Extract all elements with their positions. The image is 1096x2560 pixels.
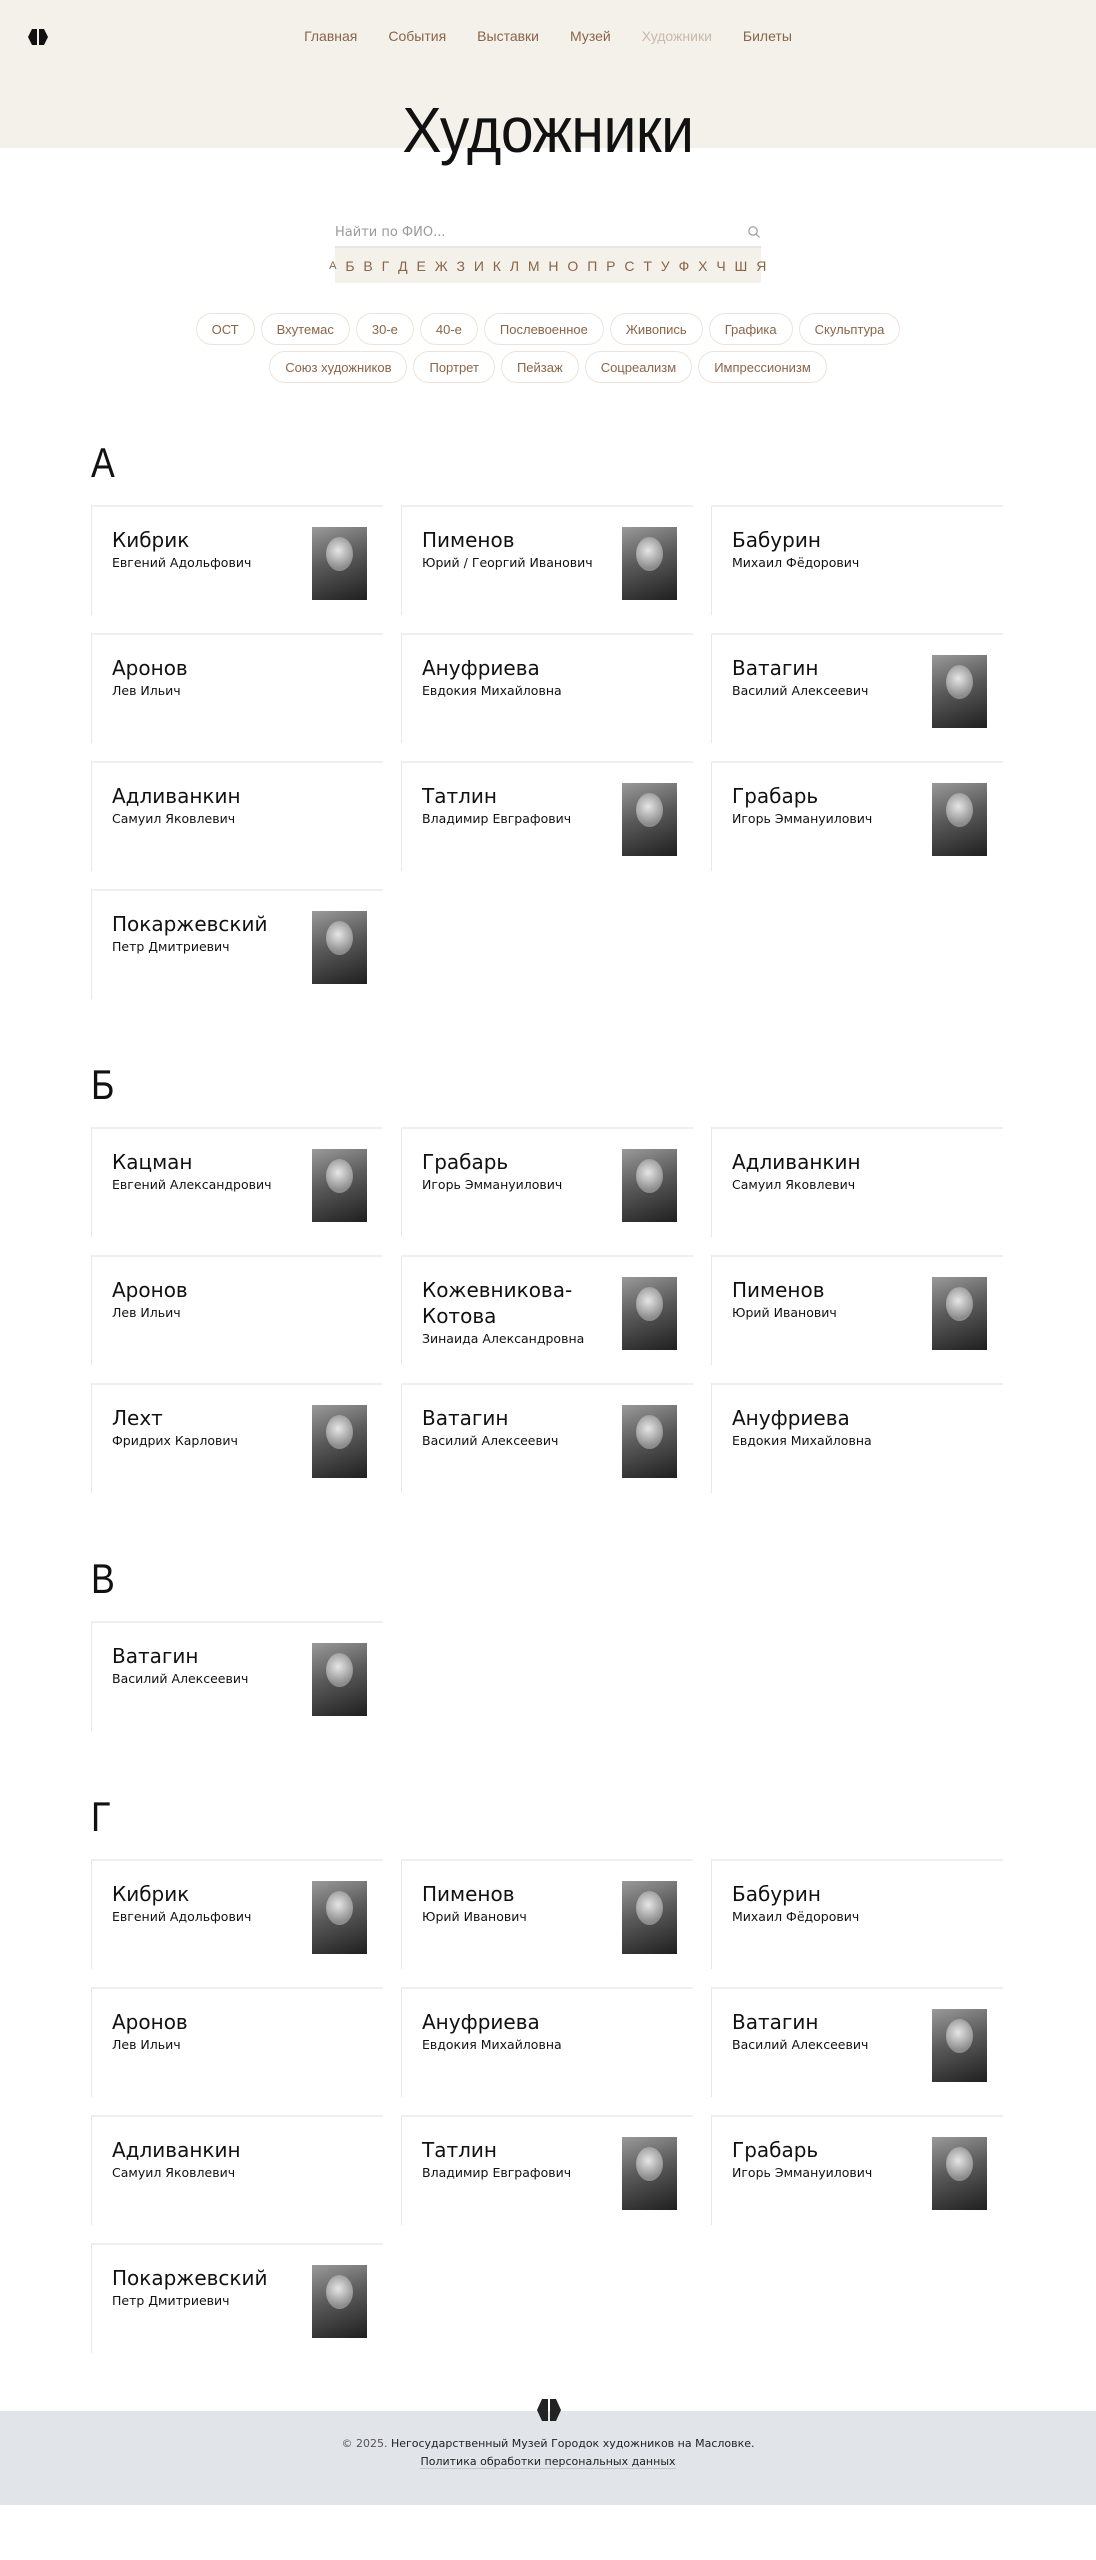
alphabet-letter[interactable]: Я <box>756 257 767 274</box>
filter-chip[interactable]: Вхутемас <box>261 313 350 345</box>
artist-surname: Покаржевский <box>112 2266 268 2290</box>
artist-given-name: Василий Алексеевич <box>422 1433 559 1448</box>
artist-card[interactable] <box>91 1127 383 1237</box>
artist-given-name: Василий Алексеевич <box>732 683 869 698</box>
artist-portrait <box>622 527 677 600</box>
artist-given-name: Фридрих Карлович <box>112 1433 238 1448</box>
artist-grid <box>91 1859 1005 2353</box>
nav-item-museum[interactable]: Музей <box>570 28 611 44</box>
artist-card[interactable] <box>91 889 383 999</box>
artist-given-name: Самуил Яковлевич <box>732 1177 856 1192</box>
artist-surname: Ватагин <box>422 1406 509 1430</box>
alphabet-letter[interactable]: В <box>363 257 374 274</box>
artist-card[interactable] <box>711 1859 1003 1969</box>
artist-card[interactable] <box>91 633 383 743</box>
artist-given-name: Евдокия Михайловна <box>732 1433 872 1448</box>
artist-given-name: Петр Дмитриевич <box>112 939 230 954</box>
artist-portrait <box>622 1277 677 1350</box>
artist-given-name: Игорь Эммануилович <box>732 2165 873 2180</box>
filter-chip[interactable]: 40-е <box>420 313 478 345</box>
artist-card[interactable] <box>91 1383 383 1493</box>
artist-card[interactable] <box>711 505 1003 615</box>
artist-given-name: Михаил Фёдорович <box>732 1909 860 1924</box>
artist-card[interactable] <box>711 2115 1003 2225</box>
artist-given-name: Евдокия Михайловна <box>422 2037 562 2052</box>
artist-given-name: Самуил Яковлевич <box>112 2165 236 2180</box>
alphabet-letter[interactable]: Р <box>606 257 616 274</box>
artist-given-name: Петр Дмитриевич <box>112 2293 230 2308</box>
artist-card[interactable] <box>401 1255 693 1365</box>
letter-section <box>91 435 1005 999</box>
artist-surname: Ануфриева <box>422 656 540 680</box>
section-letter: А <box>91 439 115 486</box>
artist-surname: Ватагин <box>732 2010 819 2034</box>
artist-surname: Лехт <box>112 1406 163 1430</box>
artist-card[interactable] <box>91 1987 383 2097</box>
artist-given-name: Владимир Евграфович <box>422 811 572 826</box>
artist-given-name: Юрий Иванович <box>732 1305 837 1320</box>
artist-portrait <box>932 2137 987 2210</box>
artist-given-name: Василий Алексеевич <box>732 2037 869 2052</box>
artist-portrait <box>932 783 987 856</box>
artist-surname: Кибрик <box>112 1882 190 1906</box>
search-box <box>335 218 761 248</box>
nav-item-exhibitions[interactable]: Выставки <box>477 28 539 44</box>
alphabet-letter[interactable]: У <box>660 257 671 274</box>
artist-surname: Аронов <box>112 2010 188 2034</box>
artist-surname: Ануфриева <box>422 2010 540 2034</box>
artist-surname: Адливанкин <box>112 784 241 808</box>
artist-card[interactable] <box>711 1255 1003 1365</box>
artist-card[interactable] <box>91 2115 383 2225</box>
alphabet-letter[interactable]: Х <box>698 257 708 274</box>
alphabet-letter[interactable]: Г <box>381 257 390 274</box>
artist-surname: Грабарь <box>732 2138 819 2162</box>
section-letter: Г <box>91 1793 111 1840</box>
artist-card[interactable] <box>401 633 693 743</box>
search-input[interactable] <box>335 225 747 240</box>
alphabet-letter[interactable]: И <box>473 257 485 274</box>
artist-grid <box>91 505 1005 999</box>
nav-item-events[interactable]: События <box>388 28 447 44</box>
alphabet-letter[interactable]: Д <box>398 257 409 274</box>
artist-given-name: Владимир Евграфович <box>422 2165 572 2180</box>
artist-portrait <box>622 1149 677 1222</box>
alphabet-letter[interactable]: Ч <box>716 257 727 274</box>
alphabet-letter[interactable]: О <box>567 257 579 274</box>
filter-chip[interactable]: Соцреализм <box>585 351 693 383</box>
artist-card[interactable] <box>711 633 1003 743</box>
artist-card[interactable] <box>401 1127 693 1237</box>
artist-card[interactable] <box>711 1127 1003 1237</box>
alphabet-letter[interactable]: Н <box>548 257 560 274</box>
artist-card[interactable] <box>711 761 1003 871</box>
artist-card[interactable] <box>711 1987 1003 2097</box>
artist-card[interactable] <box>91 2243 383 2353</box>
artist-portrait <box>312 911 367 984</box>
alphabet-letter[interactable]: Б <box>345 257 356 274</box>
artist-portrait <box>312 1405 367 1478</box>
alphabet-letter[interactable]: Е <box>416 257 427 274</box>
main-nav <box>0 28 1096 44</box>
artist-given-name: Игорь Эммануилович <box>732 811 873 826</box>
artists-list <box>91 435 1005 2353</box>
section-letter: Б <box>91 1061 115 1108</box>
artist-card[interactable] <box>401 1859 693 1969</box>
alphabet-letter[interactable]: С <box>624 257 635 274</box>
artist-given-name: Зинаида Александровна <box>422 1331 585 1346</box>
artist-surname: Ватагин <box>112 1644 199 1668</box>
nav-item-artists[interactable]: Художники <box>641 28 712 44</box>
filter-chip[interactable]: Союз художников <box>269 351 407 383</box>
artist-portrait <box>622 783 677 856</box>
site-header <box>0 0 1096 166</box>
artist-surname: Грабарь <box>422 1150 509 1174</box>
alphabet-letter[interactable]: М <box>527 257 541 274</box>
artist-portrait <box>312 527 367 600</box>
artist-surname: Покаржевский <box>112 912 268 936</box>
artist-given-name: Василий Алексеевич <box>112 1671 249 1686</box>
artist-portrait <box>622 2137 677 2210</box>
alphabet-letter[interactable]: Л <box>509 257 520 274</box>
artist-portrait <box>312 1881 367 1954</box>
artist-given-name: Лев Ильич <box>112 1305 181 1320</box>
artist-given-name: Самуил Яковлевич <box>112 811 236 826</box>
artist-surname: Татлин <box>422 784 497 808</box>
filter-chips <box>168 313 928 383</box>
artist-card[interactable] <box>401 761 693 871</box>
artist-surname: Кацман <box>112 1150 193 1174</box>
artist-portrait <box>312 2265 367 2338</box>
artist-portrait <box>932 2009 987 2082</box>
artist-portrait <box>312 1149 367 1222</box>
alphabet-letter[interactable]: Ш <box>734 257 748 274</box>
search-icon[interactable] <box>747 225 761 239</box>
artist-given-name: Лев Ильич <box>112 683 181 698</box>
artist-grid <box>91 1621 1005 1731</box>
artist-surname: Кибрик <box>112 528 190 552</box>
alphabet-letter[interactable]: А <box>329 259 337 272</box>
artist-surname: Кожевникова-Котова <box>422 1278 573 1328</box>
filter-chip[interactable]: Живопись <box>610 313 703 345</box>
artist-surname: Адливанкин <box>112 2138 241 2162</box>
alphabet-letter[interactable]: П <box>587 257 598 274</box>
alphabet-letter[interactable]: Т <box>643 257 653 274</box>
filter-chip[interactable]: Послевоенное <box>484 313 604 345</box>
letter-section <box>91 1057 1005 1493</box>
artist-given-name: Евгений Адольфович <box>112 1909 252 1924</box>
artist-portrait <box>622 1881 677 1954</box>
artist-given-name: Михаил Фёдорович <box>732 555 860 570</box>
copyright-text: Негосударственный Музей Городок художников на Масловке. <box>390 2437 755 2450</box>
artist-card[interactable] <box>91 505 383 615</box>
artist-portrait <box>932 655 987 728</box>
letter-section <box>91 1789 1005 2353</box>
artist-surname: Пименов <box>732 1278 825 1302</box>
letter-section <box>91 1551 1005 1731</box>
alphabet-bar <box>329 248 767 283</box>
artist-card[interactable] <box>91 1621 383 1731</box>
filter-chip[interactable]: Графика <box>709 313 793 345</box>
artist-given-name: Евгений Адольфович <box>112 555 252 570</box>
alphabet-letter[interactable]: К <box>492 257 502 274</box>
artist-given-name: Юрий / Георгий Иванович <box>422 555 593 570</box>
artist-given-name: Евгений Александрович <box>112 1177 272 1192</box>
artist-portrait <box>312 1643 367 1716</box>
filter-chip[interactable]: Скульптура <box>799 313 901 345</box>
artist-surname: Ватагин <box>732 656 819 680</box>
artist-surname: Адливанкин <box>732 1150 861 1174</box>
artist-card[interactable] <box>711 1383 1003 1493</box>
alphabet-letter[interactable]: Ж <box>434 257 449 274</box>
section-letter: В <box>91 1555 115 1602</box>
artist-surname: Аронов <box>112 656 188 680</box>
artist-surname: Пименов <box>422 528 515 552</box>
alphabet-letter[interactable]: З <box>456 257 466 274</box>
alphabet-letter[interactable]: Ф <box>678 257 690 274</box>
artist-card[interactable] <box>91 761 383 871</box>
artist-surname: Ануфриева <box>732 1406 850 1430</box>
artist-given-name: Юрий Иванович <box>422 1909 527 1924</box>
artist-card[interactable] <box>91 1255 383 1365</box>
artist-given-name: Игорь Эммануилович <box>422 1177 563 1192</box>
filter-chip[interactable]: ОСТ <box>196 313 255 345</box>
nav-item-tickets[interactable]: Билеты <box>742 28 792 44</box>
artist-surname: Грабарь <box>732 784 819 808</box>
artist-grid <box>91 1127 1005 1493</box>
artist-surname: Татлин <box>422 2138 497 2162</box>
artist-card[interactable] <box>401 505 693 615</box>
privacy-policy-link[interactable]: Политика обработки персональных данных <box>420 2455 676 2468</box>
filter-chip[interactable]: Пейзаж <box>501 351 579 383</box>
artist-surname: Пименов <box>422 1882 515 1906</box>
filter-chip[interactable]: Импрессионизм <box>698 351 827 383</box>
museum-logo-icon <box>537 2399 561 2421</box>
artist-card[interactable] <box>401 1987 693 2097</box>
copyright-year: © 2025. <box>341 2437 388 2450</box>
search-area <box>329 218 767 283</box>
artist-surname: Бабурин <box>732 528 821 552</box>
filter-chip[interactable]: Портрет <box>413 351 494 383</box>
artist-given-name: Лев Ильич <box>112 2037 181 2052</box>
artist-portrait <box>932 1277 987 1350</box>
artist-card[interactable] <box>91 1859 383 1969</box>
artist-card[interactable] <box>401 1383 693 1493</box>
site-footer <box>0 2411 1096 2505</box>
page-title: Художники <box>402 94 694 166</box>
artist-surname: Аронов <box>112 1278 188 1302</box>
artist-surname: Бабурин <box>732 1882 821 1906</box>
artist-given-name: Евдокия Михайловна <box>422 683 562 698</box>
filter-chip[interactable]: 30-е <box>356 313 414 345</box>
artist-portrait <box>622 1405 677 1478</box>
nav-item-home[interactable]: Главная <box>304 28 358 44</box>
artist-card[interactable] <box>401 2115 693 2225</box>
